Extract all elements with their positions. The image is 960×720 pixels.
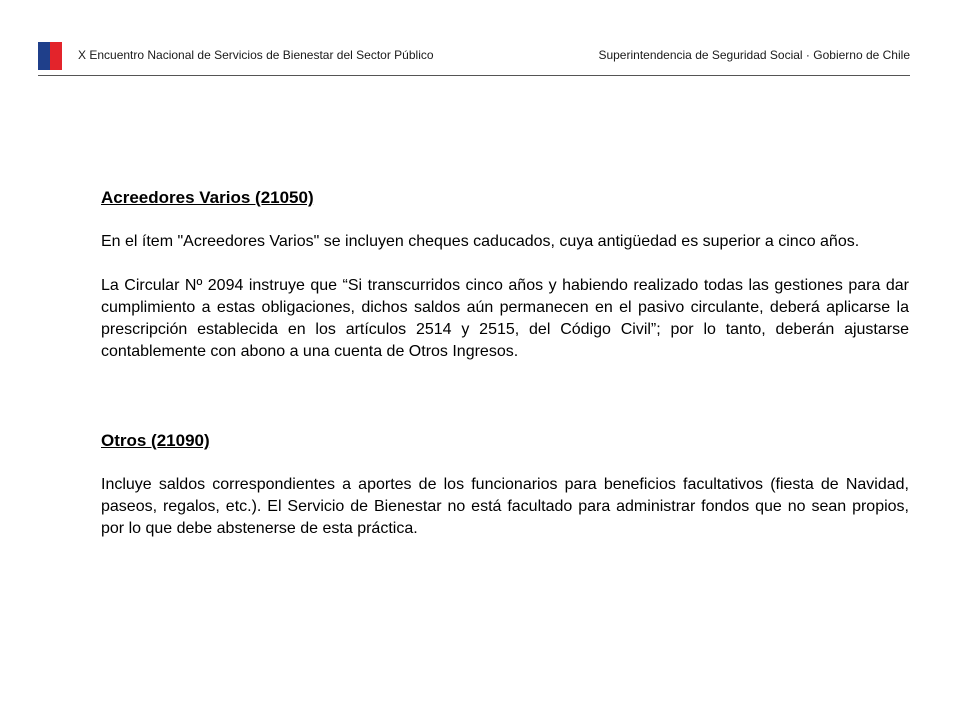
flag-blue-band	[38, 42, 50, 70]
chile-flag-logo	[38, 42, 62, 70]
paragraph-acreedores-1: En el ítem "Acreedores Varios" se incluyen cheques caducados, cuya antigüedad es superior a cinco años.	[101, 233, 860, 250]
header	[38, 42, 910, 76]
organization-name: Superintendencia de Seguridad Social · Gobierno de Chile	[598, 48, 910, 62]
section-title-otros: Otros (21090)	[101, 431, 210, 450]
slide-content	[101, 186, 909, 540]
section-title-acreedores: Acreedores Varios (21050)	[101, 188, 314, 207]
flag-red-band	[50, 42, 62, 70]
event-title: X Encuentro Nacional de Servicios de Bienestar del Sector Público	[78, 48, 434, 62]
header-divider	[38, 75, 910, 76]
paragraph-otros-1: Incluye saldos correspondientes a aportes de los funcionarios para beneficios facultativos (fiesta de Navidad, paseos, regalos, etc.). El Servicio de Bienestar no está facultado para administrar fondos que no sean propios, por lo que debe abstenerse de esta práctica.	[101, 476, 909, 537]
paragraph-acreedores-2: La Circular Nº 2094 instruye que “Si transcurridos cinco años y habiendo realizado todas las gestiones para dar cumplimiento a estas obligaciones, dichos saldos aún permanecen en el pasivo circulante, deberá aplicarse la prescripción establecida en los artículos 2514 y 2515, del Código Civil”; por lo tanto, deberán ajustarse contablemente con abono a una cuenta de Otros Ingresos.	[101, 277, 909, 360]
